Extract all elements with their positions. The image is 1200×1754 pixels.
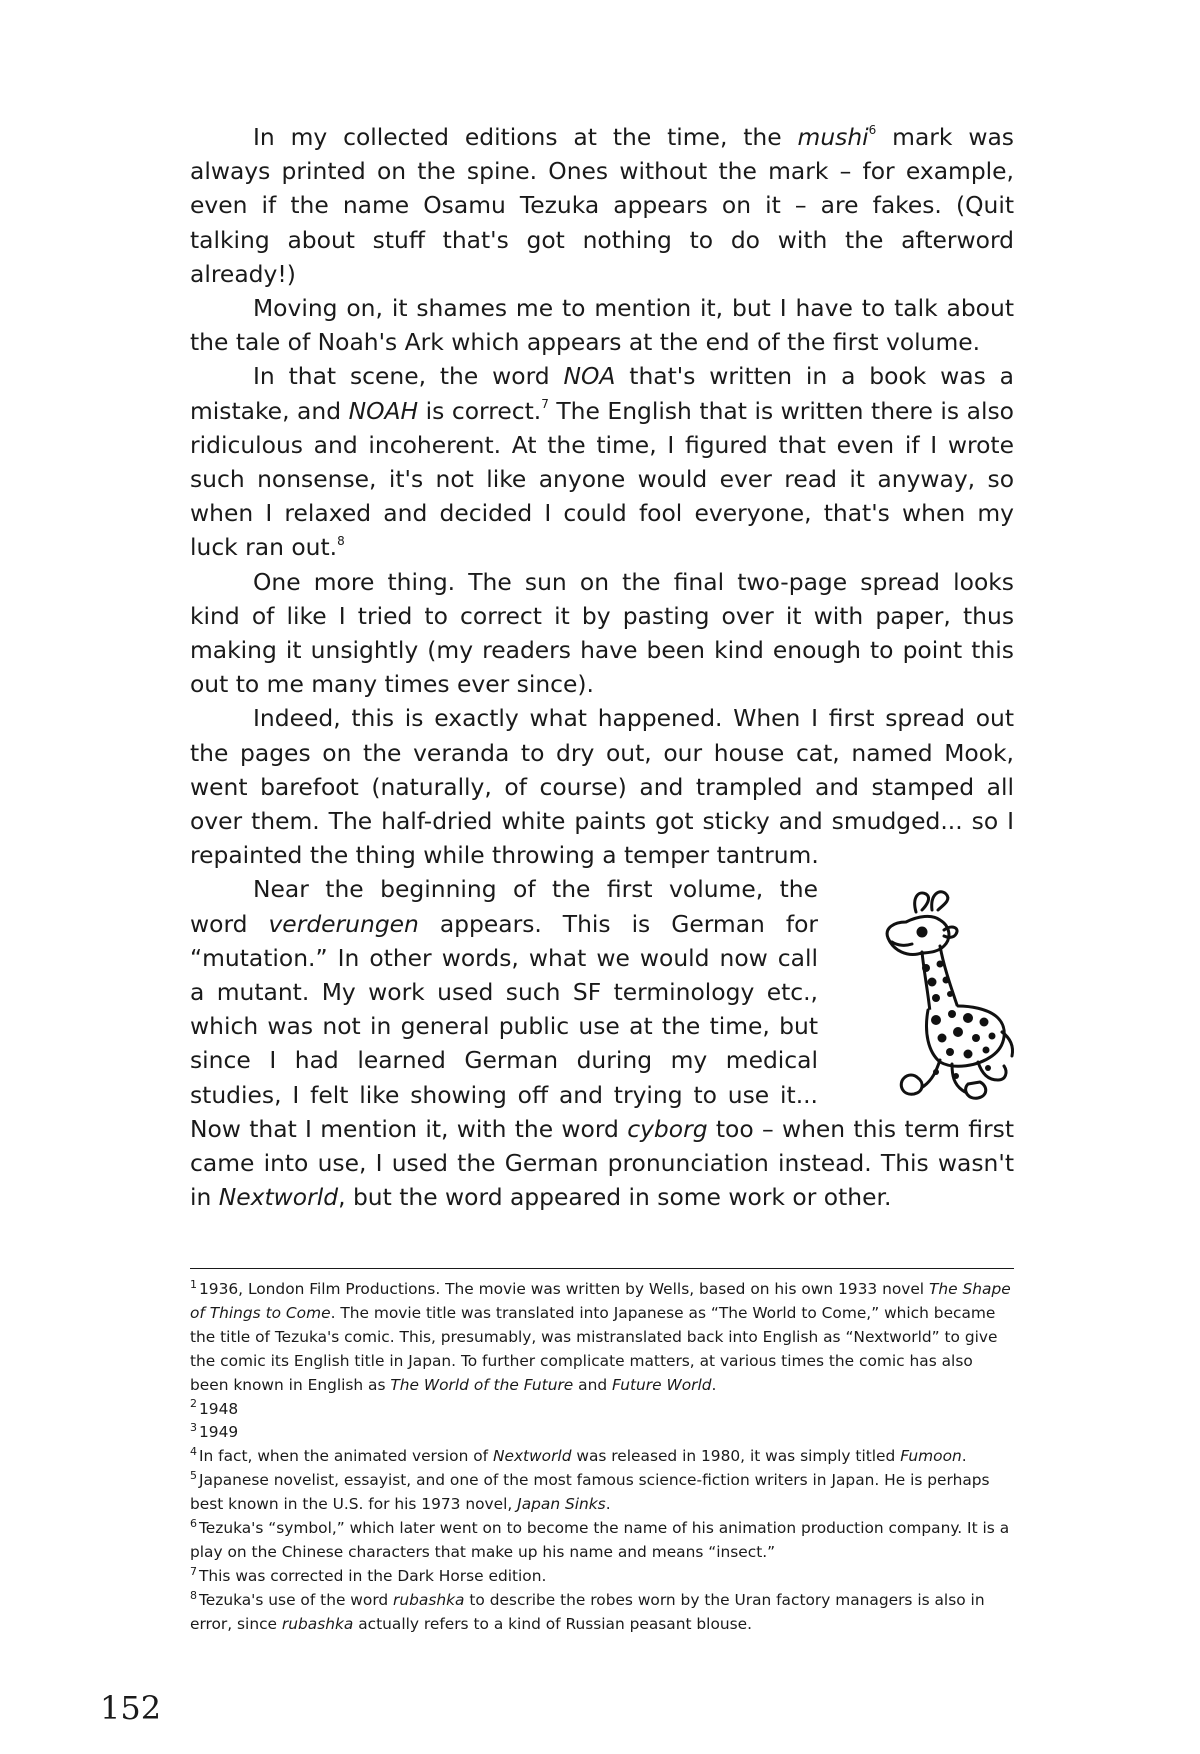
footnote-1: $^1$ 1936, London Film Productions. The movie was written by Wells, based on his own 1933 novel The Shape of Things to Come. The movie title was translated into Japanese as “The World to Come,” which became the title of Tezuka's comic. This, presumably, was mistranslated back into English as “Nextworld” to give the comic its English title in Japan. To further complicate matters, at various times the comic has also been known in English as The World of the Future and Future World. xyxy=(190,1277,1011,1394)
footnote-3: $^3$ 1949 xyxy=(190,1421,239,1442)
footnote-5: $^5$ Japanese novelist, essayist, and one of the most famous science-fiction writers in Japan. He is perhaps best known in the U.S. for his 1973 novel, Japan Sinks. xyxy=(190,1469,990,1514)
footnotes xyxy=(190,1278,1014,1637)
footnote-ref: 6 xyxy=(868,123,877,138)
footnote-4: $^4$ In fact, when the animated version of Nextworld was released in 1980, it was simply titled Fumoon. xyxy=(190,1445,967,1466)
footnote-6: $^6$ Tezuka's “symbol,” which later went on to become the name of his animation production company. It is a play on the Chinese characters that make up his name and means “insect.” xyxy=(190,1516,1010,1561)
paragraph-2: Moving on, it shames me to mention it, but I have to talk about the tale of Noah's Ark which appears at the end of the first volume. xyxy=(190,294,1014,357)
giraffe-illustration xyxy=(828,872,1028,1104)
giraffe-cartoon-icon xyxy=(828,872,1028,1104)
footnote-8: $^8$ Tezuka's use of the word rubashka to describe the robes worn by the Uran factory managers is also in error, since rubashka actually refers to a kind of Russian peasant blouse. xyxy=(190,1588,985,1633)
paragraph-6: Near the beginning of the first volume, the word verderungen appears. This is German for “mutation.” In other words, what we would now call a mutant. My work used such SF terminology etc., which was not in general public use at the time, but since I had learned German during my medical studies, I felt like showing off and trying to use it... Now that I mention it, with the word cyborg too – when this term first came into use, I used the German pronunciation instead. This wasn't in Nextworld, but the word appeared in some work or other. xyxy=(190,875,1014,1212)
paragraph-4: One more thing. The sun on the final two-page spread looks kind of like I tried to correct it by pasting over it with paper, thus making it unsightly (my readers have been kind enough to point this out to me many times ever since). xyxy=(190,567,1014,699)
paragraph-3: In that scene, the word NOA that's written in a book was a mistake, and NOAH is correct.$^7$ The English that is written there is also ridiculous and incoherent. At the time, I figured that even if I wrote such nonsense, it's not like anyone would ever read it anyway, so when I relaxed and decided I could fool everyone, that's when my luck ran out.$^8$ xyxy=(190,362,1015,562)
paragraph-5: Indeed, this is exactly what happened. When I first spread out the pages on the veranda to dry out, our house cat, named Mook, went barefoot (naturally, of course) and trampled and stamped all over them. The half-dried white paints got sticky and smudged... so I repainted the thing while throwing a temper tantrum. xyxy=(190,704,1014,870)
afterword-body xyxy=(190,120,1014,1215)
footnote-ref: 8 xyxy=(337,533,345,548)
footnote-divider xyxy=(190,1268,1014,1269)
footnote-2: $^2$ 1948 xyxy=(190,1397,239,1418)
paragraph-1: In my collected editions at the time, the mushi$^6$ mark was always printed on the spine. Ones without the mark – for example, even if the name Osamu Tezuka appears on it – are fakes. (Quit talking about stuff that's got nothing to do with the afterword already!) xyxy=(190,123,1014,288)
footnote-7: $^7$ This was corrected in the Dark Horse edition. xyxy=(190,1564,547,1585)
page-number: 152 xyxy=(100,1689,162,1727)
footnote-ref: 7 xyxy=(541,396,549,411)
